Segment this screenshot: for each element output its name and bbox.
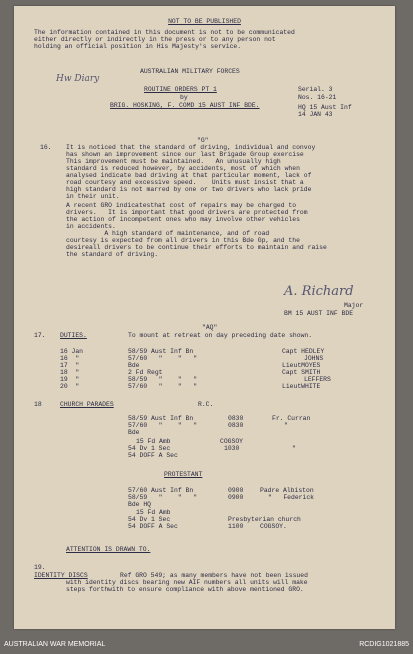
order-16-line: standard is reduced however, by accidents, most of which when <box>66 165 300 172</box>
order-16-line: in their unit. <box>66 193 120 200</box>
rc-padre: " <box>292 445 296 452</box>
prot-time: 0900 <box>228 494 244 501</box>
rc-unit: 15 Fd Amb <box>136 438 171 445</box>
prot-location: COGSOY. <box>260 523 287 530</box>
serial: Serial. 3 <box>298 86 333 93</box>
rc-unit: 57/60 " " " <box>128 422 198 429</box>
order-18-number: 18 <box>34 401 42 408</box>
order-16-line: desireall drivers to be continue their efforts to maintain and raise <box>66 244 327 251</box>
prot-unit: 58/59 " " " <box>128 494 198 501</box>
order-19-line: steps forthwith to ensure compliance with above mentioned GRO. <box>66 586 304 593</box>
order-16-number: 16. <box>40 144 52 151</box>
prot-unit: 54 DOFF A Sec <box>128 523 178 530</box>
signatory-rank: Major <box>344 302 364 309</box>
rc-time: 0830 <box>228 415 244 422</box>
prot-unit: 57/60 Aust Inf Bn <box>128 487 194 494</box>
duty-unit: Bde <box>128 362 140 369</box>
prot-unit: 54 Dv 1 Sec <box>128 516 171 523</box>
rc-time: 0830 <box>228 422 244 429</box>
rc-padre: Fr. Curran <box>272 415 311 422</box>
notice-line-3: holding an official position in His Majesty's service. <box>34 43 242 50</box>
issue-date: 14 JAN 43 <box>298 111 333 118</box>
duty-date: 18 " <box>60 369 80 376</box>
prot-padre: " Federick <box>268 494 315 501</box>
order-16-line: A recent GRO indicatesthat cost of repairs may be charged to <box>66 202 297 209</box>
duty-date: 16 Jan <box>60 348 84 355</box>
duty-unit: 58/59 " " " <box>128 376 198 383</box>
order-16-line: A high standard of maintenance, and of road <box>66 230 270 237</box>
duty-officer: LEFFERS <box>304 376 331 383</box>
duty-officer: LieutWHITE <box>282 383 321 390</box>
order-16-line: has shown an improvement since our last Brigade Group exercise <box>66 151 304 158</box>
duty-unit: 57/60 " " " <box>128 383 198 390</box>
duty-officer: JOHNS <box>304 355 324 362</box>
church-parades-heading: CHURCH PARADES <box>60 401 114 408</box>
duty-officer: Capt SMITH <box>282 369 321 376</box>
section-aq: "AQ" <box>202 324 218 331</box>
order-19-line: with identity discs bearing new AIF numbers all units will make <box>66 579 308 586</box>
notice-line-1: The information contained in this document is not to be communicated <box>34 29 295 36</box>
order-16-line: courtesy is expected from all drivers in this Bde Gp, and the <box>66 237 300 244</box>
duty-date: 16 " <box>60 355 80 362</box>
rc-time: 1030 <box>224 445 240 452</box>
rc-padre: " <box>284 422 288 429</box>
duty-date: 20 " <box>60 383 80 390</box>
duty-officer: Capt HEDLEY <box>282 348 325 355</box>
protestant-heading: PROTESTANT <box>164 471 203 478</box>
order-17-number: 17. <box>34 332 46 339</box>
section-g: "G" <box>197 137 209 144</box>
order-numbers: Nos. 16-21 <box>298 94 337 101</box>
prot-unit: 15 Fd Amb <box>136 509 171 516</box>
rc-heading: R.C. <box>198 401 214 408</box>
restriction-heading: NOT TO BE PUBLISHED <box>168 18 241 25</box>
archive-name: AUSTRALIAN WAR MEMORIAL <box>4 641 106 648</box>
orders-by: by <box>180 94 188 101</box>
order-16-line: in accidents. <box>66 223 116 230</box>
record-id: RCDIG1021885 <box>359 641 409 648</box>
duty-date: 19 " <box>60 376 80 383</box>
notice-line-2: either directly or indirectly in the press or to any person not <box>34 36 276 43</box>
order-16-line: analysed indicate bad driving at that particular moment, lack of <box>66 172 312 179</box>
order-16-line: the standard of driving. <box>66 251 159 258</box>
rc-unit: 54 Dv 1 Sec <box>128 445 171 452</box>
hq: HQ 15 Aust Inf <box>298 104 352 111</box>
attention-heading: ATTENTION IS DRAWN TO. <box>66 546 151 553</box>
order-19-number: 19. <box>34 564 46 571</box>
prot-padre: Padre Albiston <box>260 487 314 494</box>
prot-time: 0900 <box>228 487 244 494</box>
orders-title: ROUTINE ORDERS PT 1 <box>144 86 217 93</box>
prot-time: 1100 <box>228 523 244 530</box>
prot-unit: Bde HQ <box>128 501 152 508</box>
identity-discs-heading: IDENTITY DISCS <box>34 572 88 579</box>
signature: A. Richard <box>284 284 354 299</box>
order-16-line: high standard is not marred by one or two drivers who lack pride <box>66 186 312 193</box>
org-name: AUSTRALIAN MILITARY FORCES <box>140 68 240 75</box>
issuer: BRIG. HOSKING, F. COMD 15 AUST INF BDE. <box>110 102 260 109</box>
duties-heading: DUTIES. <box>60 332 87 339</box>
order-16-line: This improvement must be maintained. An unusually high <box>66 158 281 165</box>
duty-officer: LieutMOYES <box>282 362 321 369</box>
order-19-line: Ref GRO 549; as many members have not been issued <box>120 572 308 579</box>
duty-unit: 57/60 " " " <box>128 355 198 362</box>
duty-unit: 58/59 Aust Inf Bn <box>128 348 194 355</box>
rc-location: COGSOY <box>220 438 244 445</box>
order-16-line: It is noticed that the standard of driving, individual and convoy <box>66 144 316 151</box>
duty-unit: 2 Fd Regt <box>128 369 163 376</box>
handwritten-note: Hw Diary <box>56 74 100 84</box>
prot-location: Presbyterian church <box>228 516 301 523</box>
order-16-line: the action of incompetent ones who may involve other vehicles <box>66 216 300 223</box>
rc-unit: 54 DOFF A Sec <box>128 452 178 459</box>
archive-footer <box>0 636 413 654</box>
signatory-unit: BM 15 AUST INF BDE <box>284 310 354 317</box>
document-page <box>14 6 395 629</box>
rc-unit: Bde <box>128 429 140 436</box>
order-16-line: drivers. It is important that good drivers are protected from <box>66 209 308 216</box>
duties-intro: To mount at retreat on day preceding date shown. <box>128 332 313 339</box>
order-16-line: road courtesy and excessive speed. Units must insist that a <box>66 179 304 186</box>
duty-date: 17 " <box>60 362 80 369</box>
rc-unit: 58/59 Aust Inf Bn <box>128 415 194 422</box>
